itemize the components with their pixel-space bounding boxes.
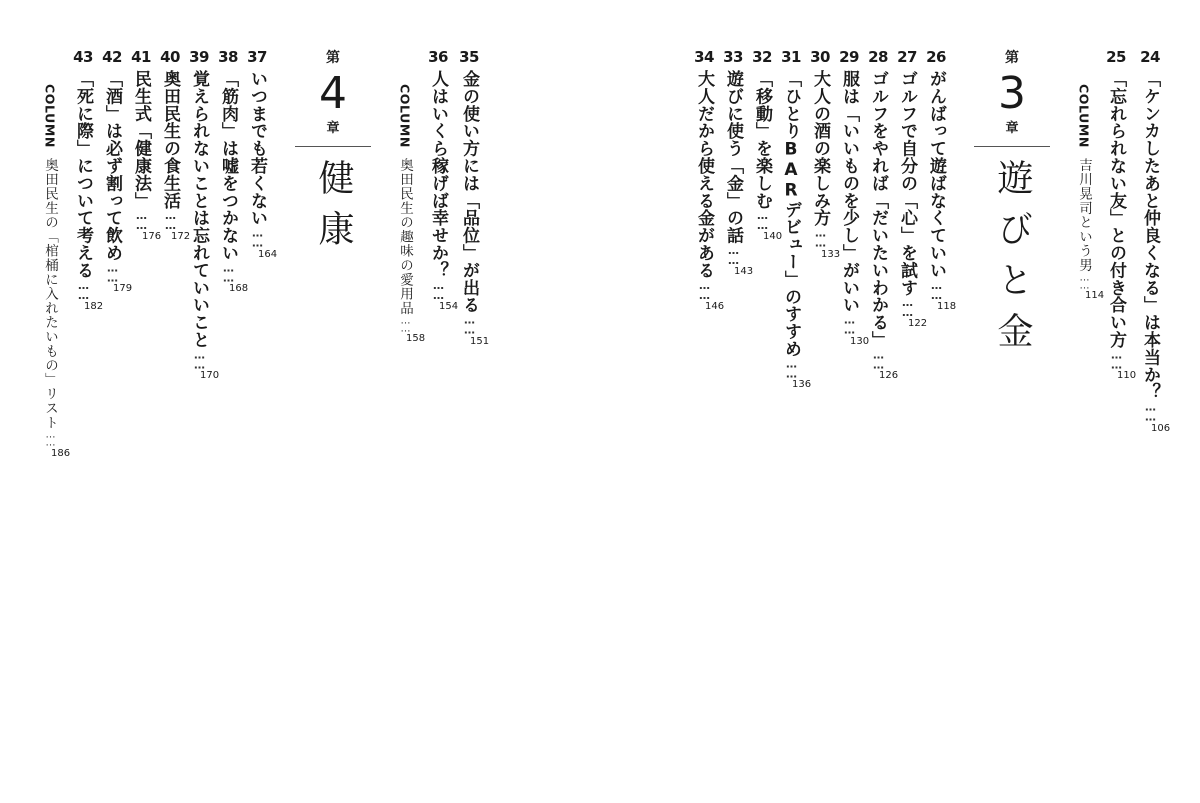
entry-number: 43 <box>73 48 93 66</box>
toc-entry[interactable] <box>894 48 928 330</box>
entry-page: 106 <box>1151 422 1171 434</box>
entry-page: 122 <box>908 318 928 330</box>
entry-number: 30 <box>810 48 830 66</box>
entry-title: いつまでも若くない <box>247 70 267 227</box>
entry-title: 覚えられないことは忘れていいこと <box>189 70 209 349</box>
chapter-dai: 第 <box>326 50 340 66</box>
toc-entry[interactable] <box>1103 48 1137 382</box>
toc-entry[interactable] <box>157 48 191 243</box>
entry-number: 31 <box>781 48 801 66</box>
leader-dots: …… <box>1079 272 1090 289</box>
leader-dots: …… <box>756 209 769 230</box>
entry-title: 奥田民生の食生活 <box>160 70 180 210</box>
chapter-divider <box>974 146 1050 147</box>
entry-title: 民生式「健康法」 <box>131 70 151 210</box>
leader-dots: …… <box>727 244 740 264</box>
entry-page: 168 <box>229 283 249 295</box>
column-entry[interactable] <box>392 84 426 345</box>
toc-entry[interactable] <box>186 48 220 382</box>
entry-page: 136 <box>792 379 812 391</box>
entry-title: 大人だから使える金がある <box>694 70 714 279</box>
toc-entry[interactable] <box>1137 48 1171 435</box>
entry-number: 27 <box>897 48 917 66</box>
entry-number: 32 <box>752 48 772 66</box>
toc-entry[interactable] <box>691 48 725 313</box>
entry-page: 114 <box>1085 290 1105 302</box>
entry-number: 40 <box>160 48 180 66</box>
leader-dots: …… <box>1110 348 1123 369</box>
entry-page: 110 <box>1117 370 1137 382</box>
leader-dots: …… <box>164 209 177 230</box>
entry-number: 38 <box>218 48 238 66</box>
entry-page: 151 <box>470 335 490 347</box>
entry-page: 176 <box>142 231 162 243</box>
column-title: 奥田民生の趣味の愛用品 <box>397 157 413 316</box>
entry-title: がんばって遊ばなくていい <box>926 70 946 279</box>
chapter-sho: 章 <box>326 121 340 136</box>
entry-page: 158 <box>406 333 426 345</box>
entry-title: 遊びに使う「金」の話 <box>723 70 743 244</box>
leader-dots: …… <box>901 296 914 317</box>
toc-entry[interactable] <box>807 48 841 261</box>
entry-number: 34 <box>694 48 714 66</box>
entry-page: 126 <box>879 370 899 382</box>
leader-dots: …… <box>843 313 856 334</box>
column-entry[interactable] <box>1071 84 1105 302</box>
entry-title: 「忘れられない友」との付き合い方 <box>1106 70 1126 349</box>
entry-number: 36 <box>428 48 448 66</box>
entry-number: 41 <box>131 48 151 66</box>
leader-dots: …… <box>251 226 264 247</box>
entry-title: 「死に際」について考える <box>73 70 93 279</box>
entry-title: 「酒」は必ず割って飲め <box>102 70 122 262</box>
entry-title: ゴルフをやれば「だいたいわかる」 <box>868 70 888 349</box>
leader-dots: …… <box>400 315 411 332</box>
toc-entry[interactable] <box>244 48 278 261</box>
entry-page: 179 <box>113 283 133 295</box>
column-entry[interactable] <box>37 84 71 460</box>
entry-page: 146 <box>705 300 725 312</box>
entry-number: 37 <box>247 48 267 66</box>
entry-title: 人はいくら稼げば幸せか？ <box>428 70 448 279</box>
entry-page: 154 <box>439 300 459 312</box>
chapter-title: 健康 <box>313 159 354 261</box>
entry-page: 170 <box>200 370 220 382</box>
entry-title: 「移動」を楽しむ <box>752 70 772 210</box>
entry-page: 130 <box>850 335 870 347</box>
entry-title: 「筋肉」は嘘をつかない <box>218 70 238 262</box>
entry-title: 大人の酒の楽しみ方 <box>810 70 830 227</box>
leader-dots: …… <box>135 209 148 230</box>
toc-entry[interactable] <box>923 48 957 313</box>
leader-dots: …… <box>463 313 476 334</box>
entry-title: 「ひとりBARデビュー」のすすめ <box>781 70 801 358</box>
entry-number: 42 <box>102 48 122 66</box>
leader-dots: …… <box>193 348 206 369</box>
entry-page: 172 <box>171 231 191 243</box>
entry-title: 金の使い方には「品位」が出る <box>459 70 479 314</box>
leader-dots: …… <box>432 278 445 299</box>
chapter-number: 3 <box>998 68 1026 119</box>
column-label: COLUMN <box>1076 84 1092 148</box>
chapter-divider <box>295 146 371 147</box>
entry-page: 182 <box>84 300 104 312</box>
entry-number: 25 <box>1106 48 1126 66</box>
column-label: COLUMN <box>397 84 413 148</box>
leader-dots: …… <box>698 278 711 299</box>
toc-entry[interactable] <box>456 48 490 348</box>
leader-dots: …… <box>45 429 56 446</box>
entry-title: 服は「いいものを少し」がいい <box>839 70 859 314</box>
toc-entry[interactable] <box>425 48 459 313</box>
right-page <box>600 0 1200 803</box>
chapter-heading <box>970 48 1054 363</box>
toc-entry[interactable] <box>836 48 870 348</box>
chapter-number: 4 <box>319 68 347 119</box>
entry-number: 26 <box>926 48 946 66</box>
leader-dots: …… <box>77 278 90 299</box>
toc-entry[interactable] <box>865 48 899 382</box>
entry-number: 29 <box>839 48 859 66</box>
entry-title: ゴルフで自分の「心」を試す <box>897 70 917 297</box>
toc-entry[interactable] <box>720 48 754 278</box>
toc-entry[interactable] <box>215 48 249 295</box>
chapter-dai: 第 <box>1005 50 1019 66</box>
entry-page: 140 <box>763 231 783 243</box>
entry-page: 186 <box>51 447 71 459</box>
entry-page: 118 <box>937 300 957 312</box>
chapter-sho: 章 <box>1005 121 1019 136</box>
leader-dots: …… <box>106 261 119 282</box>
leader-dots: …… <box>930 278 943 299</box>
leader-dots: …… <box>872 348 885 369</box>
leader-dots: …… <box>814 226 827 247</box>
entry-page: 133 <box>821 248 841 260</box>
toc-entry[interactable] <box>749 48 783 243</box>
toc-entry[interactable] <box>778 48 812 391</box>
column-label: COLUMN <box>42 84 58 148</box>
toc-entry[interactable] <box>99 48 133 295</box>
chapter-heading <box>291 48 375 261</box>
leader-dots: …… <box>1144 400 1157 421</box>
leader-dots: …… <box>785 357 798 378</box>
toc-entry[interactable] <box>70 48 104 313</box>
entry-title: 「ケンカしたあと仲良くなる」は本当か？ <box>1140 70 1160 401</box>
entry-number: 35 <box>459 48 479 66</box>
entry-number: 39 <box>189 48 209 66</box>
column-title: 吉川晃司という男 <box>1076 157 1092 273</box>
entry-number: 24 <box>1140 48 1160 66</box>
entry-number: 33 <box>723 48 743 66</box>
chapter-title: 遊びと金 <box>992 159 1033 363</box>
leader-dots: …… <box>222 261 235 282</box>
entry-page: 164 <box>258 248 278 260</box>
entry-page: 143 <box>734 266 754 277</box>
entry-number: 28 <box>868 48 888 66</box>
column-title: 奥田民生の「棺桶に入れたいもの」リスト <box>42 157 58 430</box>
toc-entry[interactable] <box>128 48 162 243</box>
